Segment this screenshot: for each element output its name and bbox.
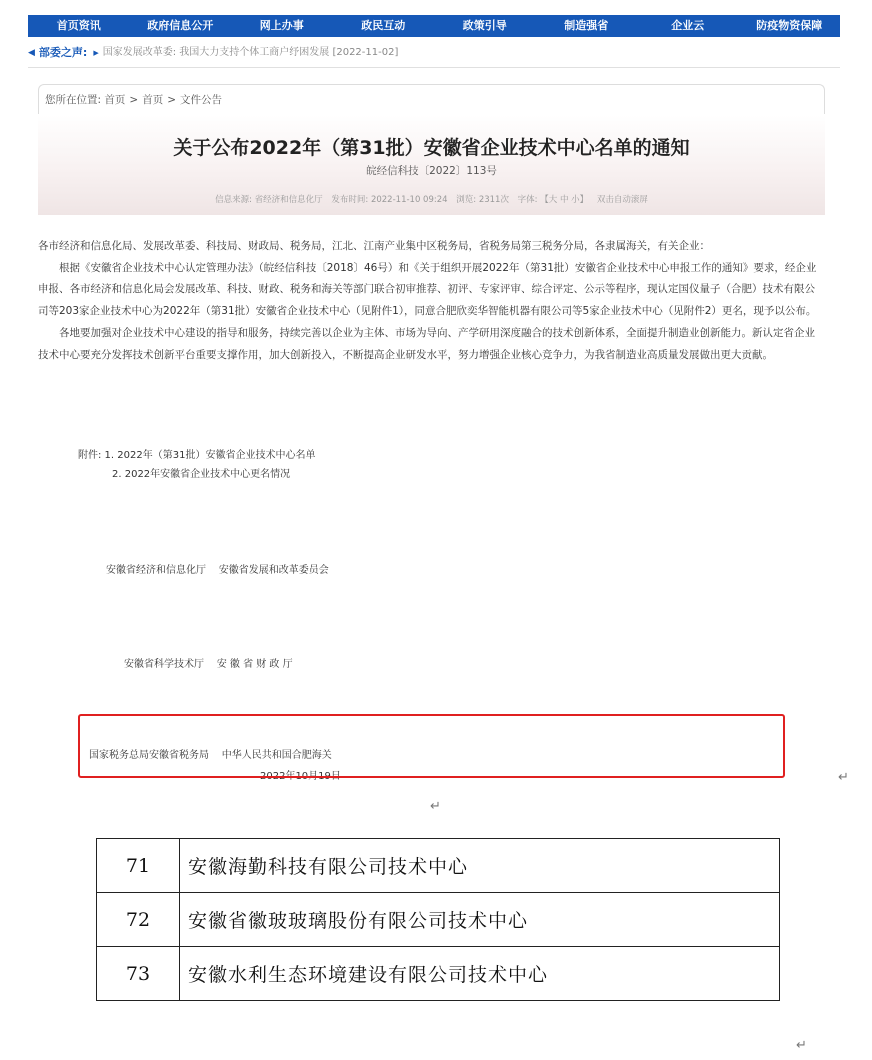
attachments	[78, 446, 315, 484]
nav-item-home-news[interactable]: 首页资讯	[56, 19, 101, 32]
arrow-right-icon: ▶	[93, 49, 99, 57]
article-meta	[38, 193, 825, 205]
speaker-icon: ◀	[28, 48, 35, 58]
breadcrumb-announcements[interactable]: 文件公告	[180, 94, 223, 106]
paragraph: 根据《安徽省企业技术中心认定管理办法》（皖经信科技〔2018〕46号）和《关于组织开展2022年（第31批）安徽省企业技术中心申报工作的通知》要求，经企业申报、各市经济和信息化局会发展改革、科技、财政、税务和海关等部门联合初审推荐、初评、专家评审、综合评定、公示等程序，现认定国仪量子（合肥）技术有限公司等203家企业技术中心为2022年（第31批）安徽省企业技术中心（见附件1），同意合肥欣奕华智能机器有限公司等5家企业技术中心（见附件2）更名，现予以公布。	[38, 261, 817, 318]
ticker-label: 部委之声:	[38, 46, 88, 59]
article-body	[38, 236, 818, 366]
breadcrumb-separator: >	[129, 94, 139, 106]
nav-item-policy[interactable]: 政策引导	[462, 19, 507, 32]
signature-row-2: 安徽省科学技术厅 安 徽 省 财 政 厅	[124, 659, 293, 670]
article-title: 关于公布2022年（第31批）安徽省企业技术中心名单的通知	[173, 137, 690, 159]
company-name: 安徽海勤科技有限公司技术中心	[180, 839, 780, 893]
breadcrumb-home[interactable]: 首页	[104, 94, 126, 106]
font-size-switch[interactable]: 字体: 【大 中 小】	[517, 195, 589, 205]
attachment-2[interactable]: 2. 2022年安徽省企业技术中心更名情况	[112, 469, 291, 480]
nav-item-manufacturing[interactable]: 制造强省	[564, 19, 609, 32]
signature-row-3: 国家税务总局安徽省税务局 中华人民共和国合肥海关	[89, 750, 332, 761]
row-number: 73	[97, 947, 180, 1001]
breadcrumb-separator: >	[167, 94, 177, 106]
paragraph: 各地要加强对企业技术中心建设的指导和服务，持续完善以企业为主体、市场为导向、产学研用深度融合的技术创新体系，全面提升制造业创新能力。新认定省企业技术中心要充分发挥技术创新平台重要支撑作用，加大创新投入，不断提高企业研发水平，努力增强企业核心竞争力，为我省制造业高质量发展做出更大贡献。	[38, 326, 815, 361]
divider	[28, 67, 840, 68]
signature-row-1: 安徽省经济和信息化厅 安徽省发展和改革委员会	[106, 565, 329, 576]
company-name: 安徽水利生态环境建设有限公司技术中心	[180, 947, 780, 1001]
breadcrumb-prefix: 您所在位置:	[45, 94, 102, 106]
table-row	[97, 839, 780, 893]
salutation: 各市经济和信息化局、发展改革委、科技局、财政局、税务局，江北、江南产业集中区税务局，省税务局第三税务分局，各隶属海关，有关企业：	[38, 240, 710, 252]
return-mark: ↵	[838, 770, 849, 785]
meta-publish-time: 发布时间: 2022-11-10 09:24	[331, 195, 448, 205]
ticker-news-link[interactable]: 国家发展改革委: 我国大力支持个体工商户纾困发展 [2022-11-02]	[102, 47, 399, 58]
row-number: 71	[97, 839, 180, 893]
nav-item-enterprise-cloud[interactable]: 企业云	[671, 19, 705, 32]
autoscroll-hint: 双击自动滚屏	[596, 195, 648, 205]
row-number: 72	[97, 893, 180, 947]
meta-views: 浏览: 2311次	[456, 195, 509, 205]
doc-number: 皖经信科技〔2022〕113号	[366, 165, 497, 177]
nav-item-gov-info[interactable]: 政府信息公开	[147, 19, 214, 32]
attachment-1[interactable]: 附件: 1. 2022年（第31批）安徽省企业技术中心名单	[78, 450, 316, 461]
company-list-table	[96, 838, 780, 1001]
article-header	[38, 115, 825, 215]
nav-item-online-service[interactable]: 网上办事	[259, 19, 304, 32]
table-row	[97, 893, 780, 947]
company-name: 安徽省徽玻玻璃股份有限公司技术中心	[180, 893, 780, 947]
meta-source: 信息来源: 省经济和信息化厅	[215, 195, 323, 205]
news-ticker	[28, 44, 840, 62]
nav-item-interaction[interactable]: 政民互动	[361, 19, 406, 32]
nav-item-epidemic-supplies[interactable]: 防疫物资保障	[756, 19, 823, 32]
return-mark: ↵	[430, 799, 441, 814]
breadcrumb-home-2[interactable]: 首页	[142, 94, 164, 106]
signature-date: 2022年10月19日	[260, 771, 341, 782]
return-mark: ↵	[796, 1038, 807, 1053]
breadcrumb	[38, 84, 825, 114]
highlight-box	[78, 714, 785, 778]
top-nav	[28, 15, 840, 37]
table-row	[97, 947, 780, 1001]
